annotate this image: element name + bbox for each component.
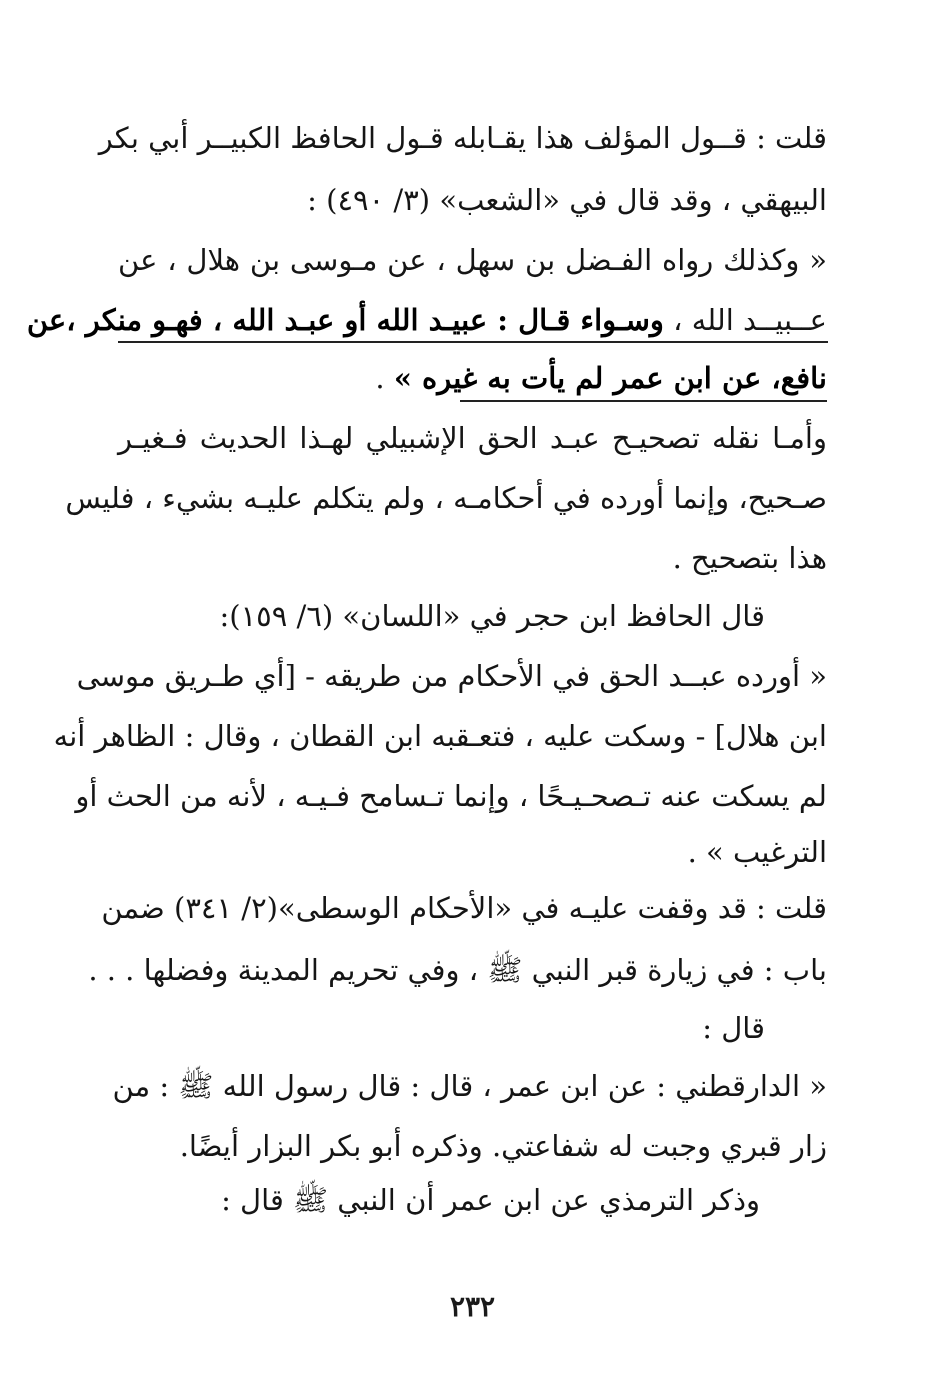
text-line-7: صـحيح، وإنما أورده في أحكامـه ، ولم يتكلم عليـه بشيء ، فليس xyxy=(65,481,827,515)
text-line-4 xyxy=(26,300,827,340)
text-line-4-plain: عــبيــد الله ، xyxy=(663,303,827,337)
text-line-6: وأمـا نقله تصحيـح عبـد الحق الإشبيلي لهـذا الحديث فـغيـر xyxy=(118,421,827,455)
text-line-5-bold: نافع، عن ابن عمر لم يأت به غيره » xyxy=(393,361,827,395)
text-line-13: الترغيب » . xyxy=(687,835,827,869)
text-line-19: وذكر الترمذي عن ابن عمر أن النبي ﷺ قال : xyxy=(221,1183,760,1217)
underline-1 xyxy=(118,341,828,343)
text-line-10: « أورده عبــد الحق في الأحكام من طريقه - [أي طـريق موسى xyxy=(76,659,827,693)
text-line-17: « الدارقطني : عن ابن عمر ، قال : قال رسول الله ﷺ : من xyxy=(112,1069,827,1103)
text-line-11: ابن هلال] - وسكت عليه ، فتعـقبه ابن القطان ، وقال : الظاهر أنه xyxy=(53,719,827,753)
text-line-2: البيهقي ، وقد قال في «الشعب» (٣/ ٤٩٠) : xyxy=(307,183,827,217)
text-line-15: باب : في زيارة قبر النبي ﷺ ، وفي تحريم المدينة وفضلها . . . xyxy=(88,953,827,987)
text-line-8: هذا بتصحيح . xyxy=(672,541,827,575)
text-line-14: قلت : قد وقفت عليـه في «الأحكام الوسطى»(٢/ ٣٤١) ضمن xyxy=(101,891,827,925)
text-line-5-plain: . xyxy=(375,361,394,395)
text-line-12: لم يسكت عنه تـصحـيـحًا ، وإنما تـسامح فـيـه ، لأنه من الحث أو xyxy=(75,779,827,813)
text-line-18: زار قبري وجبت له شفاعتي. وذكره أبو بكر البزار أيضًا. xyxy=(179,1129,827,1163)
text-line-16: قال : xyxy=(702,1011,765,1045)
text-line-9: قال الحافظ ابن حجر في «اللسان» (٦/ ١٥٩): xyxy=(219,599,765,633)
underline-2 xyxy=(460,400,827,402)
text-line-4-bold: وسـواء قـال : عبيـد الله أو عبـد الله ، فهـو منكر ،عن xyxy=(26,303,664,337)
text-line-5 xyxy=(375,358,827,398)
text-line-3: « وكذلك رواه الفـضل بن سهل ، عن مـوسى بن هلال ، عن xyxy=(118,243,827,277)
text-line-1: قلت : قــول المؤلف هذا يقـابله قـول الحافظ الكبيــر أبي بكر xyxy=(98,121,827,155)
page-number: ٢٣٢ xyxy=(449,1290,496,1323)
